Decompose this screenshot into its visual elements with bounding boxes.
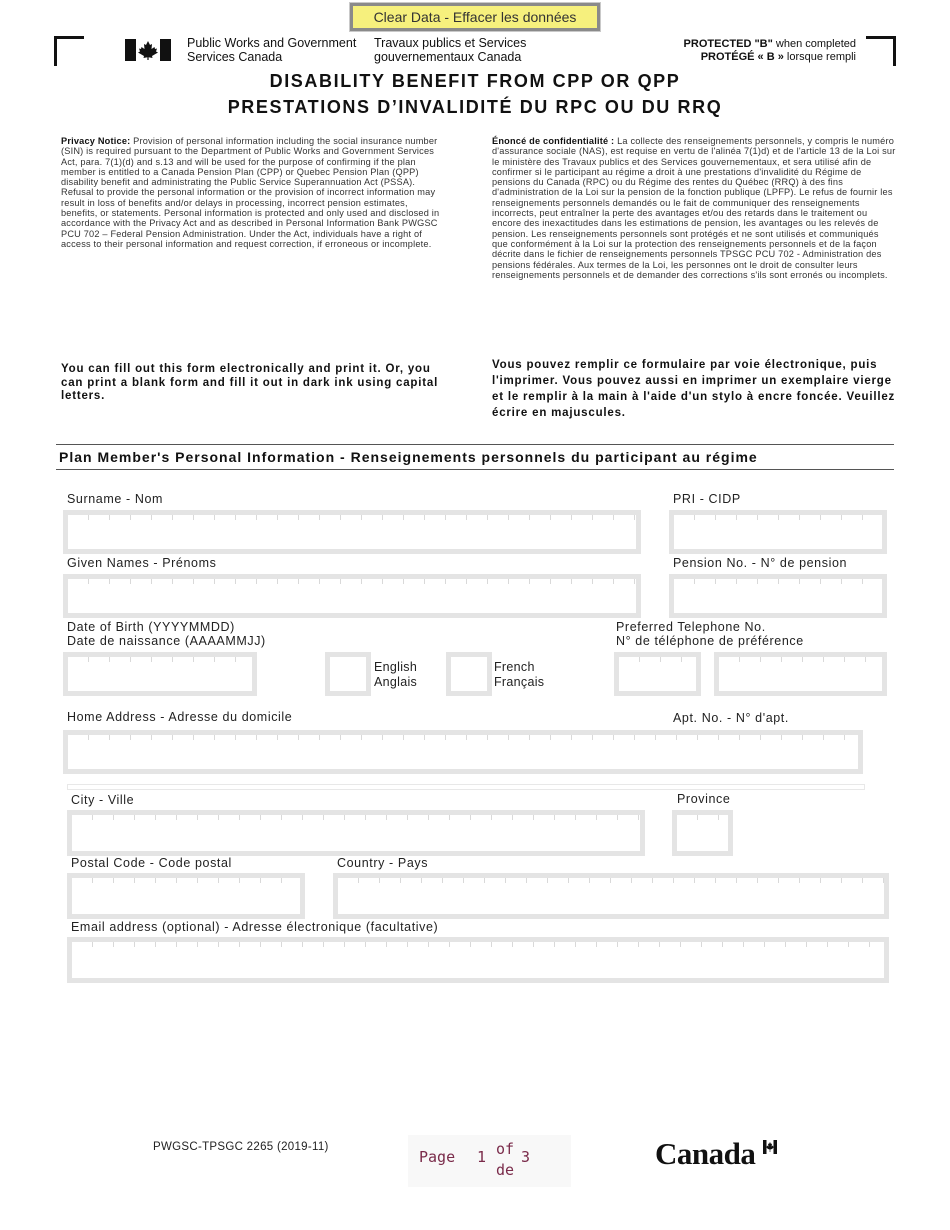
canada-wordmark-text: Canada <box>655 1136 756 1171</box>
pri-label: PRI - CIDP <box>673 492 741 506</box>
privacy-notice-fr <box>492 136 896 280</box>
section-heading-personal-info: Plan Member's Personal Information - Renseignements personnels du participant au régime <box>56 444 894 470</box>
phone-label-fr: N° de téléphone de préférence <box>616 634 804 648</box>
department-name-fr <box>374 36 526 64</box>
pension-no-input[interactable] <box>669 574 887 618</box>
privacy-notice-fr-text: La collecte des renseignements personnels, y compris le numéro d'assurance sociale (NAS), est requise en vertu de l'alinéa 7(1)d) et de l'article 13 de la Loi sur le ministère des Travaux publics et des Services gouvernementaux, et sera utilisé afin de confirmer si le participant au régime a droit à une prestations d'invalidité du Régime de pensions du Canada (RPC) ou du Régime des rentes du Québec (RRQ) à des fins d'administration de la Loi sur la pension de la fonction publique (LPFP). Le refus de fournir les renseignements personnels demandés ou le fait de communiquer des renseignements incorrects, peut entraîner la perte des avantages et/ou des retards dans le traitement ou encore des inexactitudes dans les estimations de pension, les avantages ou les relevés de pension. Les renseignements personnels sont protégés et ne sont utilisés et communiqués que conformément à la Loi sur la protection des renseignements personnels et de la façon décrite dans le fichier de renseignements personnels TPSGC PCU 702 - Administration des pensions fédérales. Aux termes de la Loi, les personnes ont le droit de consulter leurs renseignements personnels et de demander des corrections s'ils sont erronés ou incomplets. <box>492 136 896 280</box>
country-input[interactable] <box>333 873 889 919</box>
french-label-en: French <box>494 660 535 674</box>
canada-wordmark <box>655 1136 755 1172</box>
english-label-en: English <box>374 660 418 674</box>
protected-fr-rest: lorsque rempli <box>783 51 856 63</box>
french-label-fr: Français <box>494 674 545 689</box>
corner-mark-left <box>54 36 84 66</box>
apt-no-label: Apt. No. - N° d'apt. <box>673 711 789 725</box>
form-code: PWGSC-TPSGC 2265 (2019-11) <box>153 1141 329 1153</box>
pension-no-label: Pension No. - N° de pension <box>673 556 848 570</box>
given-names-label: Given Names - Prénoms <box>67 556 217 570</box>
protected-fr-label: PROTÉGÉ « B » <box>700 51 784 63</box>
province-label: Province <box>677 792 731 806</box>
email-label: Email address (optional) - Adresse électronique (facultative) <box>71 920 439 934</box>
dept-fr-line2: gouvernementaux Canada <box>374 50 522 64</box>
page-number: 1 <box>477 1148 487 1166</box>
clear-data-button[interactable]: Clear Data - Effacer les données <box>350 3 600 31</box>
dept-en-line2: Services Canada <box>187 50 283 64</box>
page-indicator <box>408 1135 571 1187</box>
english-checkbox[interactable] <box>325 652 371 696</box>
page-total: 3 <box>521 1148 531 1166</box>
corner-mark-right <box>866 36 896 66</box>
canada-flag-icon <box>125 39 171 61</box>
instructions-en: You can fill out this form electronically and print it. Or, you can print a blank form and fill it out in dark ink using capital letters. <box>61 363 439 402</box>
dob-label-en: Date of Birth (YYYYMMDD) <box>67 620 235 634</box>
form-title-fr: PRESTATIONS D’INVALIDITÉ DU RPC OU DU RRQ <box>227 97 723 117</box>
page-of-fr: de <box>496 1161 515 1179</box>
department-name-en <box>187 36 356 64</box>
postal-code-input[interactable] <box>67 873 305 919</box>
dob-label-fr: Date de naissance (AAAAMMJJ) <box>67 634 266 648</box>
province-input[interactable] <box>672 810 733 856</box>
phone-label-en: Preferred Telephone No. <box>616 620 766 634</box>
privacy-notice-en-label: Privacy Notice: <box>61 136 131 146</box>
wordmark-flag-icon <box>763 1140 777 1154</box>
form-title-en: DISABILITY BENEFIT FROM CPP OR QPP <box>269 71 681 91</box>
french-label <box>494 660 544 689</box>
english-label <box>374 660 417 689</box>
dept-en-line1: Public Works and Government <box>187 36 357 50</box>
address-divider <box>67 784 865 790</box>
page-of-en: of <box>496 1140 515 1158</box>
instructions-fr: Vous pouvez remplir ce formulaire par voie électronique, puis l'imprimer. Vous pouvez aussi en imprimer un exemplaire vierge et le remplir à la main à l'aide d'un stylo à encre foncée. Veuillez écrire en majuscules. <box>492 359 896 419</box>
english-label-fr: Anglais <box>374 674 418 689</box>
email-input[interactable] <box>67 937 889 983</box>
protected-en-rest: when completed <box>772 38 856 50</box>
phone-area-code-input[interactable] <box>614 652 701 696</box>
phone-number-input[interactable] <box>714 652 887 696</box>
protected-b-notice <box>684 38 856 64</box>
protected-en-label: PROTECTED "B" <box>683 38 773 50</box>
country-label: Country - Pays <box>337 856 429 870</box>
surname-label: Surname - Nom <box>67 492 164 506</box>
privacy-notice-en-text: Provision of personal information including the social insurance number (SIN) is required pursuant to the Department of Public Works and Government Services Act, para. 7(1)(d) and s.13 and will be used for the purpose of confirming if the plan member is entitled to a Canada Pension Plan (CPP) or Quebec Pension Plan (QPP) disability benefit and administrating the Public Service Superannuation Act (PSSA). Refusal to provide the personal information or the provision of incorrect information may result in loss of benefits and/or delays in processing, incorrect pension estimates, benefits, or statements. Personal information is protected and only used and disclosed in accordance with the Privacy Act and as described in Personal Information Bank PWGSC PCU 702 – Federal Pension Administration. Under the Act, individuals have a right of access to their personal information and request correction, if erroneous or incomplete. <box>61 136 440 249</box>
dob-input[interactable] <box>63 652 257 696</box>
surname-input[interactable] <box>63 510 641 554</box>
pri-input[interactable] <box>669 510 887 554</box>
given-names-input[interactable] <box>63 574 641 618</box>
city-input[interactable] <box>67 810 645 856</box>
home-address-input[interactable] <box>63 730 863 774</box>
home-address-label: Home Address - Adresse du domicile <box>67 710 293 724</box>
french-checkbox[interactable] <box>446 652 492 696</box>
city-label: City - Ville <box>71 793 135 807</box>
dept-fr-line1: Travaux publics et Services <box>374 36 527 50</box>
postal-code-label: Postal Code - Code postal <box>71 856 232 870</box>
privacy-notice-en <box>61 136 446 249</box>
privacy-notice-fr-label: Énoncé de confidentialité : <box>492 136 615 146</box>
page-word: Page <box>419 1148 456 1166</box>
